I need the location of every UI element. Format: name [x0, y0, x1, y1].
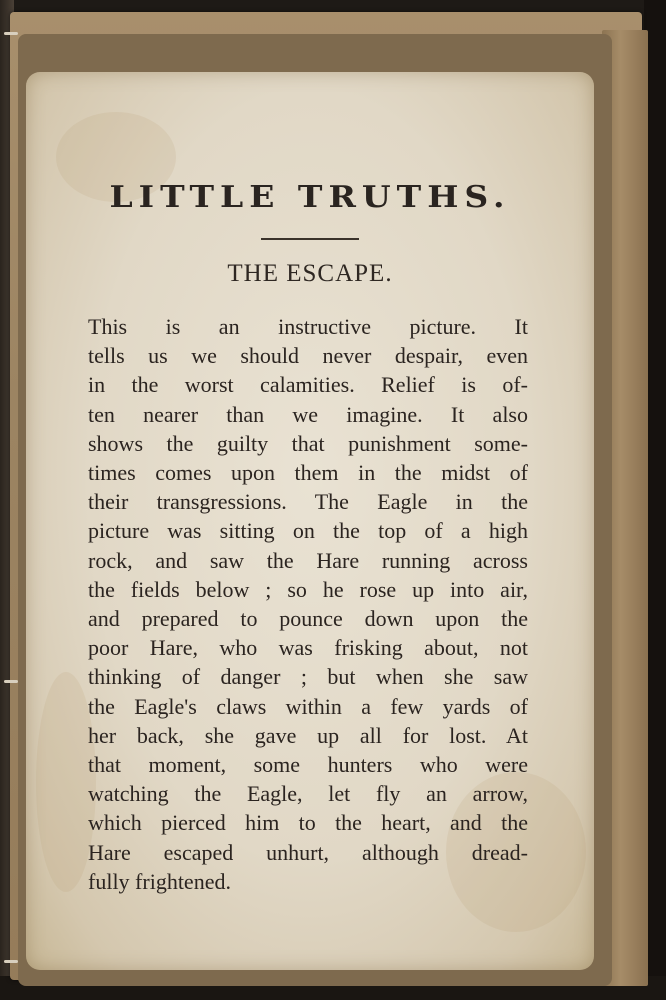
- text-line: that moment, some hunters who were: [88, 752, 528, 778]
- text-line: the Eagle's claws within a few yards of: [88, 693, 528, 719]
- text-line: the fields below ; so he rose up into air,: [88, 576, 528, 602]
- title-divider: [261, 238, 359, 240]
- text-line: thinking of danger ; but when she saw: [88, 664, 528, 690]
- text-line: their transgressions. The Eagle in the: [88, 489, 528, 515]
- text-line: watching the Eagle, let fly an arrow,: [88, 781, 528, 807]
- binding-thread: [4, 680, 18, 683]
- story-paragraph: [88, 312, 528, 896]
- text-line: fully frightened.: [88, 868, 231, 894]
- text-line: shows the guilty that punishment some-: [88, 430, 528, 456]
- page-title: LITTLE TRUTHS.: [109, 178, 511, 215]
- binding-thread: [4, 960, 18, 963]
- paper-stain: [36, 672, 96, 892]
- book-cover-board: [10, 12, 642, 980]
- text-line: This is an instructive picture. It: [88, 314, 528, 339]
- text-line: tells us we should never despair, even: [88, 343, 528, 369]
- text-line: which pierced him to the heart, and the: [88, 810, 528, 836]
- text-line: poor Hare, who was frisking about, not: [88, 635, 528, 661]
- text-line: rock, and saw the Hare running across: [88, 547, 528, 573]
- text-line: picture was sitting on the top of a high: [88, 518, 528, 544]
- text-line: and prepared to pounce down upon the: [88, 606, 528, 632]
- text-line: in the worst calamities. Relief is of-: [88, 372, 528, 398]
- text-line: ten nearer than we imagine. It also: [88, 401, 528, 427]
- binding-thread: [4, 32, 18, 35]
- text-line: Hare escaped unhurt, although dread-: [88, 839, 528, 865]
- section-title: THE ESCAPE.: [227, 260, 393, 287]
- text-line: times comes upon them in the midst of: [88, 460, 528, 486]
- text-line: her back, she gave up all for lost. At: [88, 722, 528, 748]
- book-page: [26, 72, 594, 970]
